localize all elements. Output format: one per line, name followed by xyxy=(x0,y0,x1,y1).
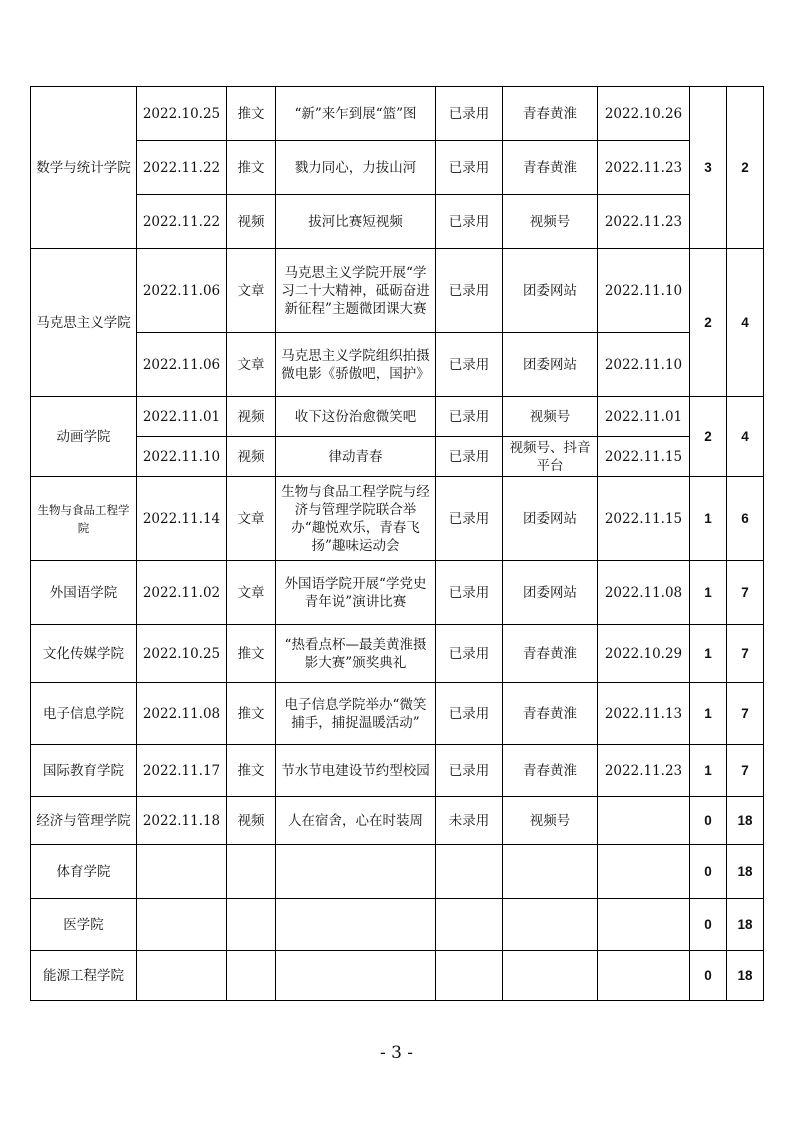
submit-date: 2022.11.06 xyxy=(137,249,227,333)
table-row xyxy=(31,333,764,397)
college-name: 动画学院 xyxy=(31,397,137,477)
publish-date: 2022.11.01 xyxy=(598,397,690,437)
adoption-status: 已录用 xyxy=(436,195,503,249)
platform: 青春黄淮 xyxy=(503,683,598,745)
content-title xyxy=(276,951,436,1001)
publish-date: 2022.11.10 xyxy=(598,333,690,397)
rank: 7 xyxy=(727,561,764,625)
content-type: 视频 xyxy=(227,397,276,437)
adopted-count: 3 xyxy=(690,87,727,249)
content-title: 外国语学院开展“学党史 青年说”演讲比赛 xyxy=(276,561,436,625)
adopted-count: 0 xyxy=(690,797,727,845)
submit-date xyxy=(137,845,227,899)
page-number: - 3 - xyxy=(379,1043,414,1063)
publish-date: 2022.11.15 xyxy=(598,437,690,477)
content-title: 律动青春 xyxy=(276,437,436,477)
adopted-count: 2 xyxy=(690,249,727,397)
platform: 青春黄淮 xyxy=(503,745,598,797)
adoption-status: 已录用 xyxy=(436,249,503,333)
content-title: 戮力同心，力拔山河 xyxy=(276,141,436,195)
rank: 7 xyxy=(727,745,764,797)
publish-date: 2022.10.26 xyxy=(598,87,690,141)
content-type: 推文 xyxy=(227,87,276,141)
platform: 青春黄淮 xyxy=(503,625,598,683)
rank: 18 xyxy=(727,797,764,845)
adoption-status: 已录用 xyxy=(436,683,503,745)
submit-date: 2022.11.18 xyxy=(137,797,227,845)
content-type: 推文 xyxy=(227,141,276,195)
adoption-status: 未录用 xyxy=(436,797,503,845)
college-name: 经济与管理学院 xyxy=(31,797,137,845)
rank: 7 xyxy=(727,683,764,745)
content-title: 节水节电建设节约型校园 xyxy=(276,745,436,797)
submit-date: 2022.10.25 xyxy=(137,87,227,141)
publish-date: 2022.11.08 xyxy=(598,561,690,625)
submit-date: 2022.11.22 xyxy=(137,141,227,195)
publish-date: 2022.11.23 xyxy=(598,195,690,249)
publish-date: 2022.11.10 xyxy=(598,249,690,333)
adoption-status: 已录用 xyxy=(436,141,503,195)
submit-date xyxy=(137,951,227,1001)
content-type: 视频 xyxy=(227,797,276,845)
content-title: 收下这份治愈微笑吧 xyxy=(276,397,436,437)
submit-date: 2022.10.25 xyxy=(137,625,227,683)
content-title: 生物与食品工程学院与经济与管理学院联合举办“趣悦欢乐，青春飞扬”趣味运动会 xyxy=(276,477,436,561)
adoption-status xyxy=(436,845,503,899)
submit-date: 2022.11.02 xyxy=(137,561,227,625)
publish-date: 2022.11.23 xyxy=(598,141,690,195)
content-type: 视频 xyxy=(227,195,276,249)
table-row xyxy=(31,683,764,745)
publish-date xyxy=(598,951,690,1001)
table-row xyxy=(31,195,764,249)
rank: 4 xyxy=(727,397,764,477)
content-type xyxy=(227,951,276,1001)
content-type: 推文 xyxy=(227,683,276,745)
adoption-status: 已录用 xyxy=(436,437,503,477)
submit-date: 2022.11.22 xyxy=(137,195,227,249)
publish-date: 2022.11.23 xyxy=(598,745,690,797)
platform xyxy=(503,951,598,1001)
submit-date: 2022.11.10 xyxy=(137,437,227,477)
platform: 视频号 xyxy=(503,797,598,845)
table-row xyxy=(31,141,764,195)
platform: 团委网站 xyxy=(503,561,598,625)
content-title: 电子信息学院举办“微笑捕手，捕捉温暖活动” xyxy=(276,683,436,745)
adoption-status: 已录用 xyxy=(436,333,503,397)
adopted-count: 0 xyxy=(690,951,727,1001)
content-type: 推文 xyxy=(227,745,276,797)
submit-date: 2022.11.08 xyxy=(137,683,227,745)
rank: 4 xyxy=(727,249,764,397)
adopted-count: 0 xyxy=(690,899,727,951)
adoption-status: 已录用 xyxy=(436,477,503,561)
content-title: “新”来乍到展“篮”图 xyxy=(276,87,436,141)
table-row xyxy=(31,397,764,437)
platform: 视频号 xyxy=(503,195,598,249)
college-name: 马克思主义学院 xyxy=(31,249,137,397)
adoption-status: 已录用 xyxy=(436,87,503,141)
rank: 2 xyxy=(727,87,764,249)
table-row xyxy=(31,87,764,141)
content-type: 文章 xyxy=(227,477,276,561)
table-row xyxy=(31,951,764,1001)
adoption-status xyxy=(436,951,503,1001)
platform: 视频号 xyxy=(503,397,598,437)
content-title: “热看点杯—最美黄淮摄影大赛”颁奖典礼 xyxy=(276,625,436,683)
rank: 18 xyxy=(727,899,764,951)
table-row xyxy=(31,745,764,797)
table-row xyxy=(31,797,764,845)
rank: 6 xyxy=(727,477,764,561)
publish-date xyxy=(598,845,690,899)
table-row xyxy=(31,845,764,899)
publish-date xyxy=(598,797,690,845)
adoption-status: 已录用 xyxy=(436,625,503,683)
college-name: 外国语学院 xyxy=(31,561,137,625)
content-title xyxy=(276,845,436,899)
adopted-count: 1 xyxy=(690,477,727,561)
adopted-count: 1 xyxy=(690,745,727,797)
rank: 18 xyxy=(727,951,764,1001)
platform xyxy=(503,899,598,951)
platform: 团委网站 xyxy=(503,477,598,561)
submit-date: 2022.11.14 xyxy=(137,477,227,561)
adoption-status: 已录用 xyxy=(436,397,503,437)
college-name: 数学与统计学院 xyxy=(31,87,137,249)
publish-date xyxy=(598,899,690,951)
platform: 青春黄淮 xyxy=(503,87,598,141)
college-name: 文化传媒学院 xyxy=(31,625,137,683)
adoption-status: 已录用 xyxy=(436,561,503,625)
publish-date: 2022.10.29 xyxy=(598,625,690,683)
table-row xyxy=(31,625,764,683)
rank: 7 xyxy=(727,625,764,683)
publish-date: 2022.11.15 xyxy=(598,477,690,561)
college-name: 医学院 xyxy=(31,899,137,951)
table-row xyxy=(31,249,764,333)
content-title: 人在宿舍，心在时装周 xyxy=(276,797,436,845)
content-title: 马克思主义学院开展“学习二十大精神，砥砺奋进新征程”主题微团课大赛 xyxy=(276,249,436,333)
content-type: 文章 xyxy=(227,249,276,333)
college-name: 国际教育学院 xyxy=(31,745,137,797)
content-type: 视频 xyxy=(227,437,276,477)
content-title xyxy=(276,899,436,951)
table-row xyxy=(31,477,764,561)
content-type: 文章 xyxy=(227,333,276,397)
platform: 团委网站 xyxy=(503,333,598,397)
table-row xyxy=(31,561,764,625)
college-name: 生物与食品工程学院 xyxy=(31,477,137,561)
submit-date: 2022.11.01 xyxy=(137,397,227,437)
publish-date: 2022.11.13 xyxy=(598,683,690,745)
adopted-count: 1 xyxy=(690,561,727,625)
platform xyxy=(503,845,598,899)
table-row xyxy=(31,899,764,951)
submit-date: 2022.11.06 xyxy=(137,333,227,397)
college-name: 体育学院 xyxy=(31,845,137,899)
table-row xyxy=(31,437,764,477)
college-name: 能源工程学院 xyxy=(31,951,137,1001)
rank: 18 xyxy=(727,845,764,899)
adoption-status xyxy=(436,899,503,951)
adopted-count: 1 xyxy=(690,625,727,683)
content-type: 文章 xyxy=(227,561,276,625)
college-name: 电子信息学院 xyxy=(31,683,137,745)
platform: 团委网站 xyxy=(503,249,598,333)
content-type xyxy=(227,899,276,951)
content-title: 马克思主义学院组织拍摄微电影《骄傲吧，国护》 xyxy=(276,333,436,397)
submission-table xyxy=(30,86,764,1001)
platform: 视频号、抖音平台 xyxy=(503,437,598,477)
adopted-count: 2 xyxy=(690,397,727,477)
platform: 青春黄淮 xyxy=(503,141,598,195)
adoption-status: 已录用 xyxy=(436,745,503,797)
adopted-count: 0 xyxy=(690,845,727,899)
adopted-count: 1 xyxy=(690,683,727,745)
content-type xyxy=(227,845,276,899)
content-title: 拔河比赛短视频 xyxy=(276,195,436,249)
submit-date xyxy=(137,899,227,951)
content-type: 推文 xyxy=(227,625,276,683)
submit-date: 2022.11.17 xyxy=(137,745,227,797)
